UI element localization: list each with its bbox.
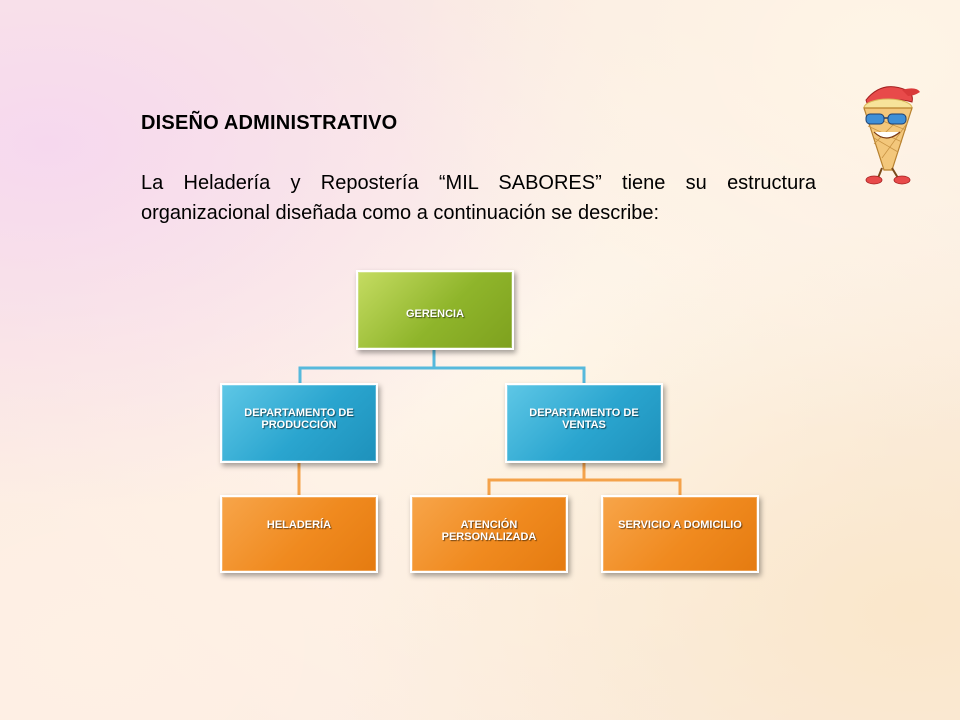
org-node-heladeria: HELADERÍA <box>220 495 378 573</box>
slide-title: DISEÑO ADMINISTRATIVO <box>141 112 398 134</box>
connector-ventas-atencion <box>489 462 584 495</box>
org-node-servicio-a-domicilio: SERVICIO A DOMICILIO <box>601 495 759 573</box>
connector-gerencia-ventas <box>434 368 584 383</box>
connector-gerencia-departments <box>300 350 434 383</box>
org-node-gerencia: GERENCIA <box>356 270 514 350</box>
org-node-departamento-ventas: DEPARTAMENTO DE VENTAS <box>505 383 663 463</box>
org-node-atencion-personalizada: ATENCIÓN PERSONALIZADA <box>410 495 568 573</box>
org-node-departamento-produccion: DEPARTAMENTO DE PRODUCCIÓN <box>220 383 378 463</box>
slide-body-text: La Heladería y Repostería “MIL SABORES” tiene su estructura organizacional diseñada como a continuación se describe: <box>141 172 816 224</box>
connector-ventas-domicilio <box>584 480 680 495</box>
